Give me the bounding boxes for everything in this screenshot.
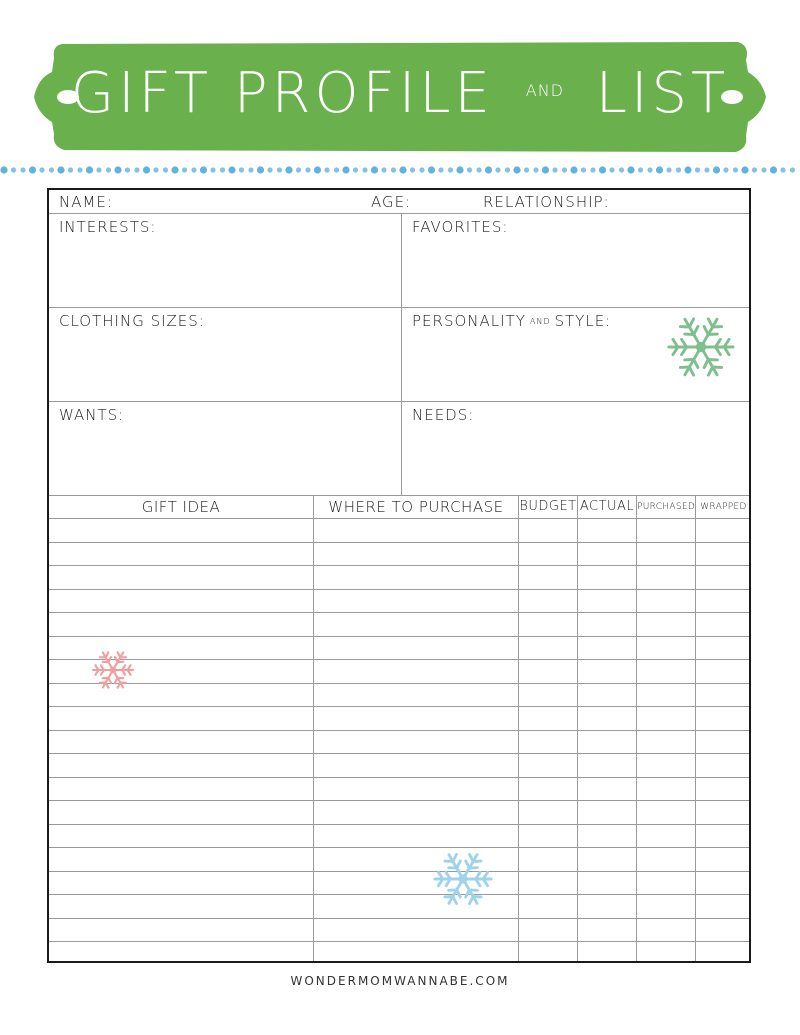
divider-dot	[277, 167, 282, 172]
divider-dot	[106, 167, 111, 172]
relationship-label: RELATIONSHIP:	[483, 193, 610, 211]
divider-dot	[342, 166, 349, 173]
name-row	[49, 190, 749, 214]
divider-dot	[362, 167, 367, 172]
divider-dot	[200, 166, 207, 173]
wants-box[interactable]	[49, 402, 401, 496]
table-row-line	[49, 565, 749, 566]
interests-box[interactable]	[49, 214, 401, 308]
table-row-line	[49, 753, 749, 754]
divider-dot	[410, 167, 415, 172]
personality-and: AND	[529, 317, 551, 326]
snowflake-icon	[430, 848, 496, 910]
divider-dot	[741, 166, 748, 173]
divider-dot	[0, 166, 7, 173]
divider-dot	[49, 167, 54, 172]
divider-dot	[780, 167, 785, 172]
divider-dot	[638, 167, 643, 172]
divider-dot	[96, 167, 101, 172]
divider-dot	[656, 166, 663, 173]
table-row-line	[49, 542, 749, 543]
divider-dot	[533, 167, 538, 172]
wants-label: WANTS:	[59, 406, 125, 424]
divider-dot	[171, 166, 178, 173]
title-and: AND	[525, 80, 564, 100]
divider-dot	[314, 166, 321, 173]
divider-dot	[419, 167, 424, 172]
divider-dot	[666, 167, 671, 172]
divider-dot	[733, 167, 738, 172]
divider-dot	[676, 167, 681, 172]
divider-dot	[239, 167, 244, 172]
divider-dot	[770, 166, 777, 173]
divider-dot	[334, 167, 339, 172]
divider-dot	[285, 166, 292, 173]
divider-dot	[609, 167, 614, 172]
needs-box[interactable]	[401, 402, 751, 496]
divider-dot	[248, 167, 253, 172]
divider-dot	[399, 166, 406, 173]
table-row-line	[49, 894, 749, 895]
divider-dot	[296, 167, 301, 172]
divider-dot	[723, 167, 728, 172]
divider-dot	[590, 167, 595, 172]
divider-dot	[191, 167, 196, 172]
divider-dot	[324, 167, 329, 172]
divider-dot	[438, 167, 443, 172]
divider-dot	[713, 166, 720, 173]
divider-dot	[695, 167, 700, 172]
snowflake-icon	[88, 646, 138, 694]
divider-dot	[114, 166, 121, 173]
divider-dot	[513, 166, 520, 173]
table-row-line	[49, 659, 749, 660]
divider-dot	[134, 167, 139, 172]
divider-dot	[371, 166, 378, 173]
divider-dot	[684, 166, 691, 173]
interests-label: INTERESTS:	[59, 218, 157, 236]
divider-dot	[228, 166, 235, 173]
divider-dot	[125, 167, 130, 172]
divider-dot	[485, 166, 492, 173]
table-row-line	[49, 589, 749, 590]
divider-dot	[11, 167, 16, 172]
table-row-line	[49, 777, 749, 778]
footer-site: WONDERMOMWANNABE.COM	[290, 974, 510, 988]
divider-dot	[353, 167, 358, 172]
divider-dot	[524, 167, 529, 172]
divider-dot	[163, 167, 168, 172]
name-label: NAME:	[59, 193, 113, 211]
table-row-line	[49, 800, 749, 801]
divider-dot	[704, 167, 709, 172]
divider-dot	[495, 167, 500, 172]
divider-dot	[570, 166, 577, 173]
personality-style-label	[412, 312, 611, 330]
divider-dot	[257, 166, 264, 173]
divider-dot	[391, 167, 396, 172]
divider-dot	[761, 167, 766, 172]
divider-dot	[57, 166, 64, 173]
style-text: STYLE:	[554, 312, 612, 330]
table-row-line	[49, 730, 749, 731]
col-budget: BUDGET	[519, 499, 577, 514]
col-gift-idea: GIFT IDEA	[141, 498, 221, 516]
table-row-line	[49, 847, 749, 848]
divider-dot	[210, 167, 215, 172]
divider-dot	[29, 166, 36, 173]
table-row-line	[49, 612, 749, 613]
col-wrapped: WRAPPED	[700, 502, 747, 512]
divider-dot	[647, 167, 652, 172]
divider-dot	[505, 167, 510, 172]
divider-dot	[599, 166, 606, 173]
divider-dot	[448, 167, 453, 172]
divider-dot	[627, 166, 634, 173]
favorites-label: FAVORITES:	[412, 218, 509, 236]
divider-dot	[20, 167, 25, 172]
table-row-line	[49, 941, 749, 942]
divider-dot	[305, 167, 310, 172]
divider-dot	[39, 167, 44, 172]
divider-dot	[86, 166, 93, 173]
clothing-sizes-box[interactable]	[49, 308, 401, 402]
table-row-line	[49, 918, 749, 919]
divider-dot	[456, 166, 463, 173]
age-label: AGE:	[371, 193, 412, 211]
table-row-line	[49, 871, 749, 872]
favorites-box[interactable]	[401, 214, 751, 308]
divider-dot	[182, 167, 187, 172]
clothing-label: CLOTHING SIZES:	[59, 312, 205, 330]
divider-dot	[267, 167, 272, 172]
personality-text: PERSONALITY	[412, 312, 526, 330]
divider-dot	[467, 167, 472, 172]
table-row-line	[49, 824, 749, 825]
divider-dot	[77, 167, 82, 172]
needs-label: NEEDS:	[412, 406, 475, 424]
table-row-line	[49, 518, 749, 519]
gift-sheet	[47, 188, 751, 963]
table-row-line	[49, 636, 749, 637]
col-purchased: PURCHASED	[637, 502, 695, 512]
divider-dot	[562, 167, 567, 172]
divider-dot	[428, 166, 435, 173]
col-where-to-purchase: WHERE TO PURCHASE	[328, 498, 504, 516]
divider-dot	[542, 166, 549, 173]
divider-dot	[552, 167, 557, 172]
col-actual: ACTUAL	[579, 499, 635, 514]
divider-dot	[68, 167, 73, 172]
divider-dot	[752, 167, 757, 172]
dotted-divider	[0, 163, 800, 177]
divider-dot	[619, 167, 624, 172]
divider-dot	[581, 167, 586, 172]
table-row-line	[49, 683, 749, 684]
title-part1: GIFT PROFILE	[70, 61, 494, 126]
divider-dot	[476, 167, 481, 172]
snowflake-icon	[662, 312, 740, 382]
table-row-line	[49, 706, 749, 707]
divider-dot	[220, 167, 225, 172]
divider-dot	[143, 166, 150, 173]
divider-dot	[153, 167, 158, 172]
divider-dot	[381, 167, 386, 172]
divider-dot	[790, 167, 795, 172]
title-part2: LIST	[595, 61, 730, 126]
page-title	[34, 61, 766, 127]
title-banner	[34, 42, 766, 152]
